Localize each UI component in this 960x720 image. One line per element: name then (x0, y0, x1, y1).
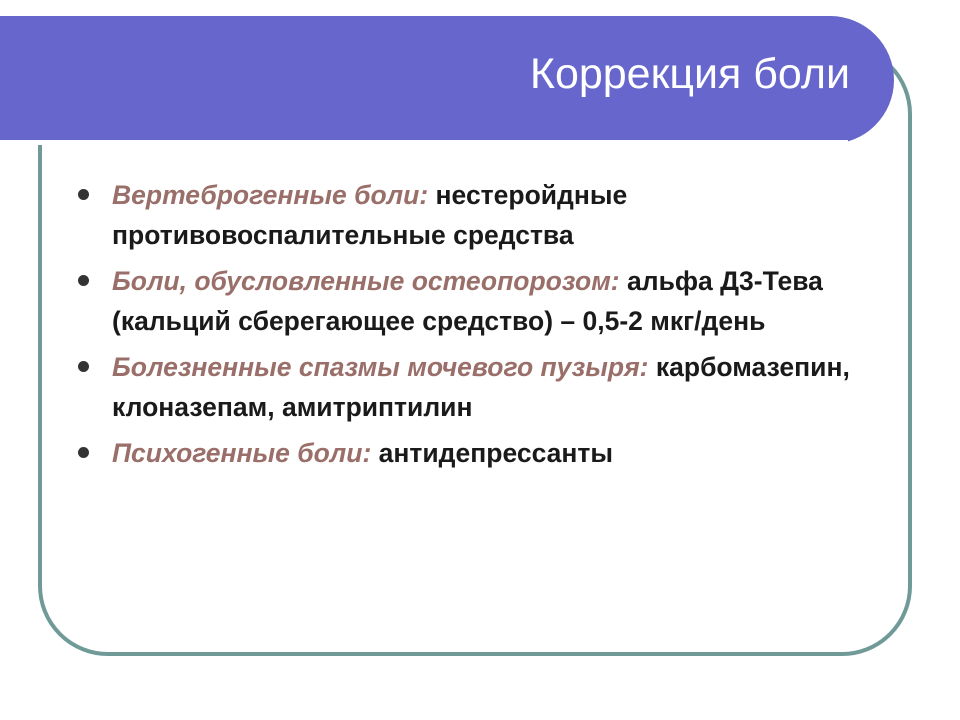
bullet-term: Болезненные спазмы мочевого пузыря: (112, 352, 656, 382)
bullet-description: карбомазепин, клоназепам, амитриптилин (112, 352, 850, 422)
bullet-dot-icon (78, 275, 89, 286)
bullet-list (78, 175, 908, 479)
slide-title: Коррекция боли (529, 50, 850, 98)
bullet-item (78, 433, 908, 473)
bullet-term: Вертеброгенные боли: (112, 180, 436, 210)
bullet-description: нестеройдные противовоспалительные средства (112, 180, 628, 250)
title-underline (0, 140, 848, 145)
bullet-item (78, 347, 908, 427)
bullet-description: антидепрессанты (378, 438, 613, 468)
bullet-description: альфа Д3-Тева (кальций сберегающее средство) – 0,5-2 мкг/день (112, 266, 823, 336)
bullet-term: Боли, обусловленные остеопорозом: (112, 266, 627, 296)
bullet-term: Психогенные боли: (112, 438, 379, 468)
bullet-dot-icon (78, 361, 89, 372)
bullet-dot-icon (78, 447, 89, 458)
bullet-item (78, 261, 908, 341)
bullet-dot-icon (78, 189, 89, 200)
bullet-item (78, 175, 908, 255)
